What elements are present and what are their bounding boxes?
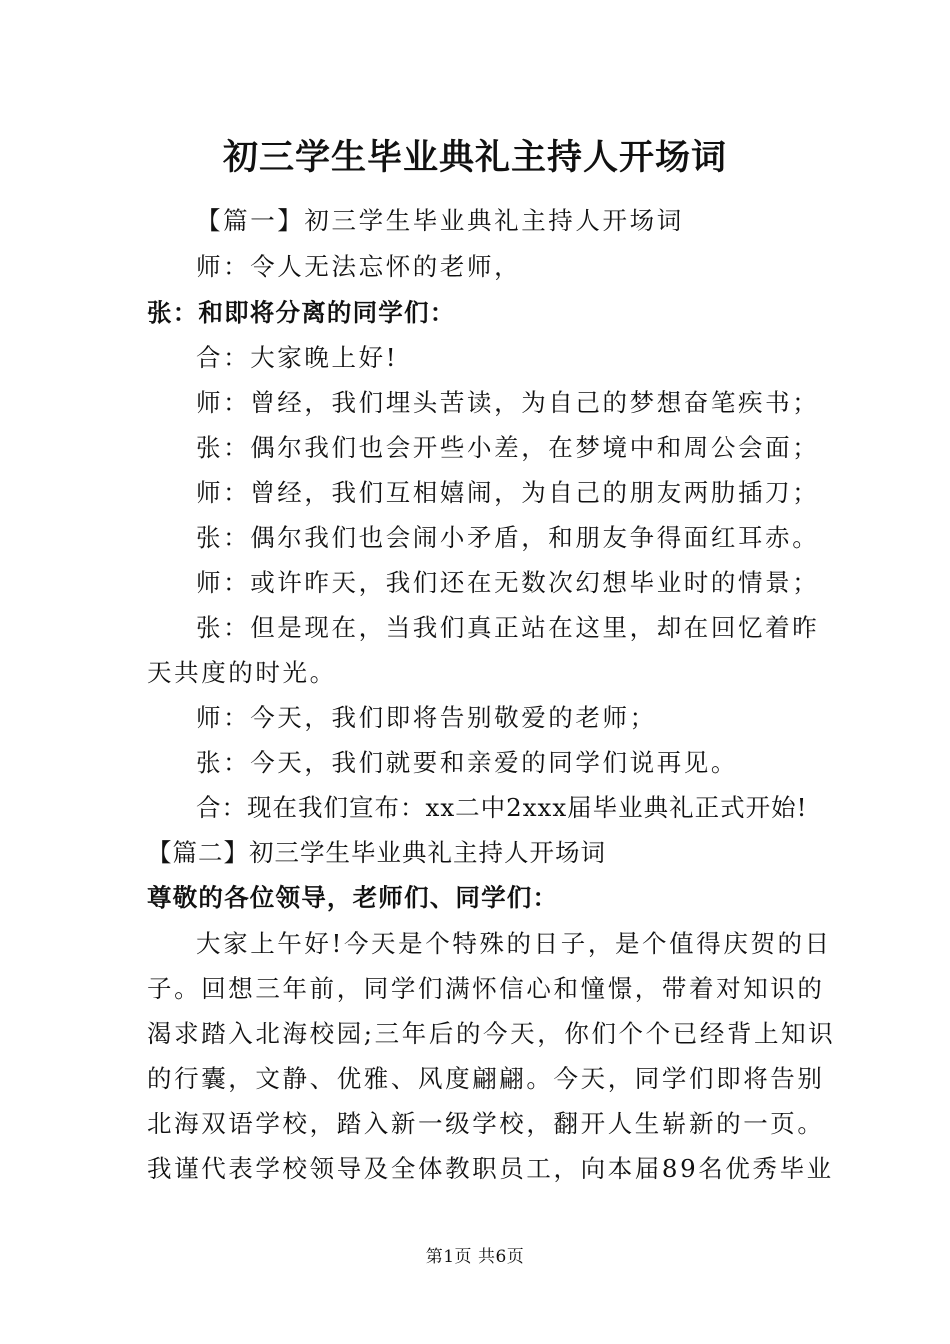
paragraph-line: 合：大家晚上好!: [196, 343, 399, 372]
paragraph-line: 大家上午好!今天是个特殊的日子，是个值得庆贺的日: [196, 929, 832, 958]
paragraph-line: 的行囊，文静、优雅、风度翩翩。今天，同学们即将告别: [147, 1064, 825, 1093]
page-footer: 第1页 共6页: [425, 1247, 525, 1267]
paragraph-line: 我谨代表学校领导及全体教职员工，向本届89名优秀毕业: [147, 1154, 834, 1183]
paragraph-line: 渴求踏入北海校园;三年后的今天，你们个个已经背上知识: [147, 1019, 836, 1048]
document-title: 初三学生毕业典礼主持人开场词: [222, 137, 727, 178]
paragraph-line: 张：和即将分离的同学们：: [147, 298, 456, 327]
paragraph-line: 师：曾经，我们互相嬉闹，为自己的朋友两肋插刀；: [196, 478, 820, 507]
paragraph-line: 师：令人无法忘怀的老师，: [196, 252, 522, 281]
section-heading-1: 【篇一】初三学生毕业典礼主持人开场词: [196, 206, 684, 235]
paragraph-line: 师：曾经，我们埋头苦读，为自己的梦想奋笔疾书；: [196, 388, 820, 417]
paragraph-line: 师：今天，我们即将告别敬爱的老师；: [196, 703, 657, 732]
paragraph-line: 张：偶尔我们也会开些小差，在梦境中和周公会面；: [196, 433, 820, 462]
paragraph-line: 北海双语学校，踏入新一级学校，翻开人生崭新的一页。: [147, 1109, 825, 1138]
paragraph-line: 尊敬的各位领导，老师们、同学们：: [147, 883, 559, 912]
paragraph-line: 天共度的时光。: [147, 658, 337, 687]
paragraph-line: 师：或许昨天，我们还在无数次幻想毕业时的情景；: [196, 568, 820, 597]
paragraph-line: 张：今天，我们就要和亲爱的同学们说再见。: [196, 748, 738, 777]
section-heading-2: 【篇二】初三学生毕业典礼主持人开场词: [147, 838, 606, 867]
paragraph-line: 张：偶尔我们也会闹小矛盾，和朋友争得面红耳赤。: [196, 523, 820, 552]
paragraph-line: 张：但是现在，当我们真正站在这里，却在回忆着昨: [196, 613, 820, 642]
paragraph-line: 子。回想三年前，同学们满怀信心和憧憬，带着对知识的: [147, 974, 825, 1003]
paragraph-line: 合：现在我们宣布：xx二中2xxx届毕业典礼正式开始!: [196, 793, 808, 822]
